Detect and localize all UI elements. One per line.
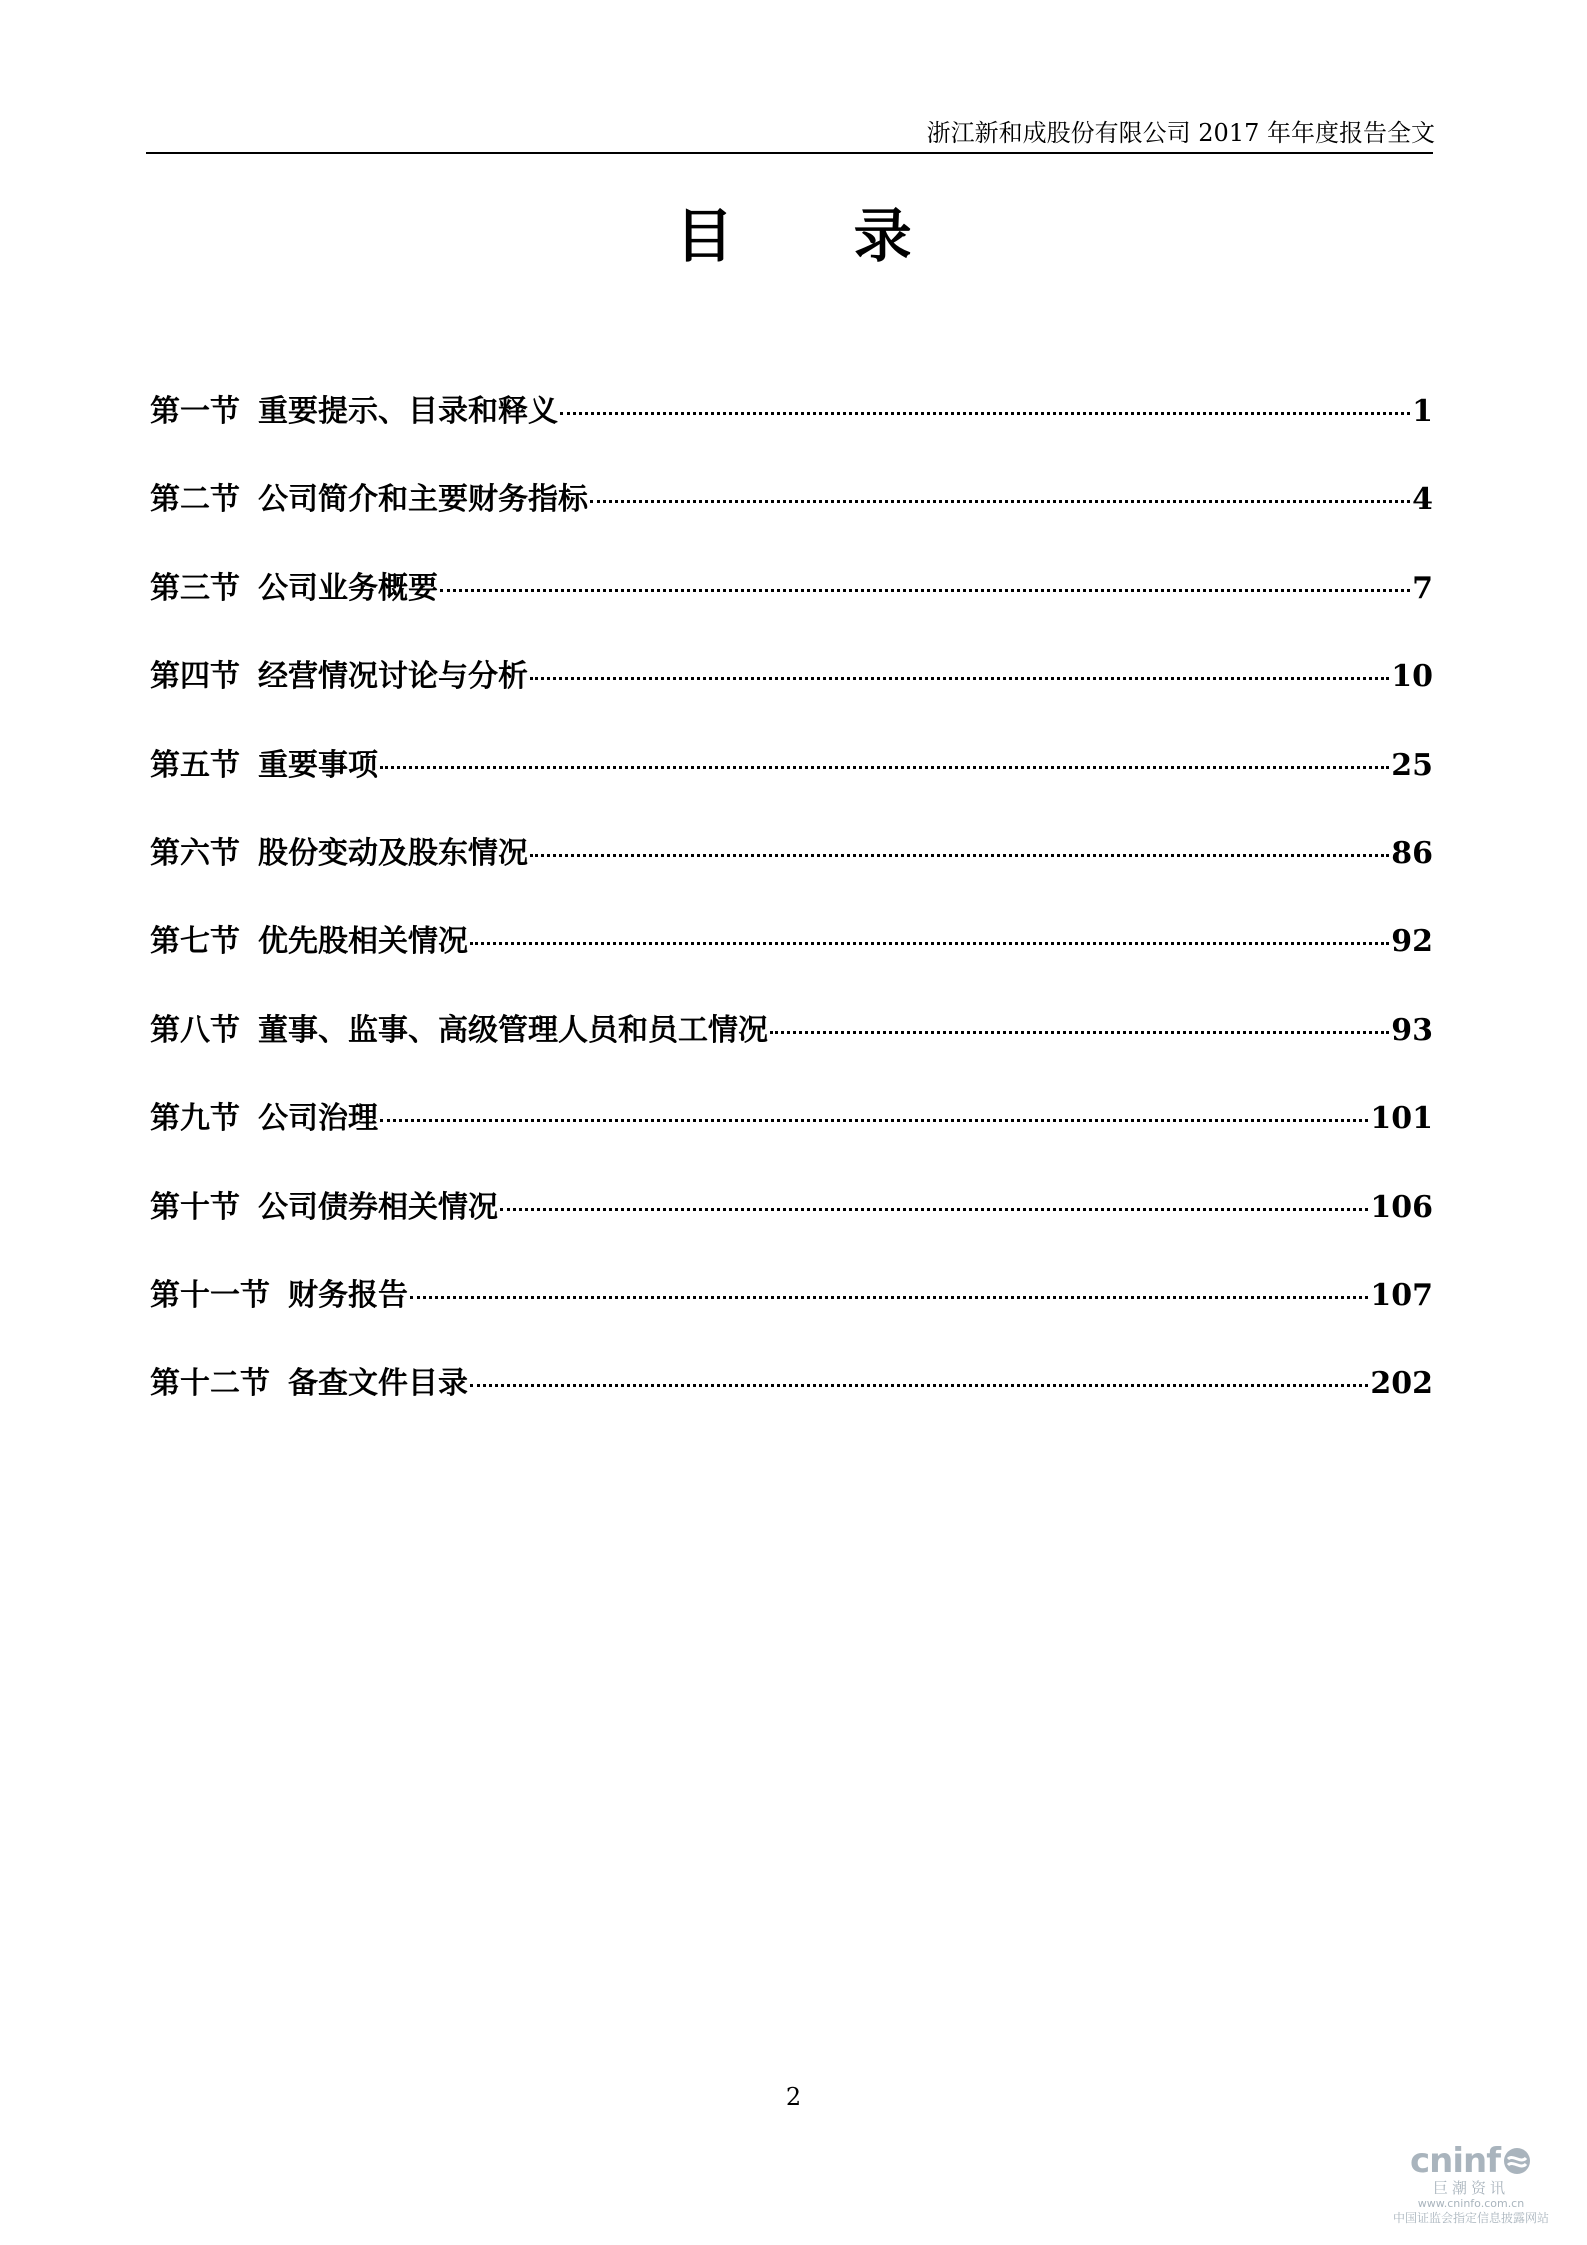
- toc-section-title: 股份变动及股东情况: [258, 835, 528, 871]
- toc-page-number: 106: [1370, 1189, 1433, 1225]
- toc-section-number: 第六节: [150, 835, 240, 871]
- toc-section-number: 第九节: [150, 1101, 240, 1137]
- toc-section-title: 经营情况讨论与分析: [258, 659, 528, 695]
- toc-section-number: 第七节: [150, 924, 240, 960]
- toc-page-number: 4: [1412, 482, 1433, 518]
- toc-section-title: 重要提示、目录和释义: [258, 394, 558, 429]
- toc-dot-leader: [560, 412, 1410, 415]
- table-of-contents: [150, 382, 1433, 1443]
- page-title: 目 录: [675, 202, 962, 270]
- toc-dot-leader: [770, 1031, 1389, 1034]
- toc-dot-leader: [590, 500, 1410, 503]
- toc-page-number: 10: [1391, 659, 1433, 695]
- toc-dot-leader: [530, 677, 1389, 680]
- toc-section-number: 第二节: [150, 482, 240, 518]
- page-number: 2: [785, 2083, 802, 2111]
- toc-section-title: 优先股相关情况: [258, 924, 468, 960]
- toc-section-number: 第十一节: [150, 1277, 270, 1313]
- toc-dot-leader: [380, 766, 1389, 769]
- toc-page-number: 93: [1391, 1012, 1433, 1048]
- toc-section-title: 财务报告: [288, 1277, 408, 1313]
- header-divider: [146, 152, 1433, 154]
- toc-entry-section-1[interactable]: [150, 382, 1433, 470]
- toc-entry-section-11[interactable]: [150, 1266, 1433, 1354]
- watermark-logo: [1391, 2143, 1551, 2179]
- toc-entry-section-9[interactable]: [150, 1089, 1433, 1177]
- toc-dot-leader: [380, 1119, 1368, 1122]
- toc-entry-section-3[interactable]: [150, 559, 1433, 647]
- toc-entry-section-2[interactable]: [150, 470, 1433, 558]
- toc-section-title: 公司治理: [258, 1101, 378, 1137]
- toc-section-number: 第三节: [150, 570, 240, 606]
- toc-section-title: 重要事项: [258, 747, 378, 783]
- toc-page-number: 101: [1370, 1101, 1433, 1137]
- toc-section-title: 备查文件目录: [288, 1366, 468, 1402]
- toc-dot-leader: [470, 942, 1389, 945]
- toc-entry-section-6[interactable]: [150, 824, 1433, 912]
- toc-section-number: 第五节: [150, 747, 240, 783]
- toc-entry-section-5[interactable]: [150, 736, 1433, 824]
- toc-section-number: 第八节: [150, 1012, 240, 1048]
- cninfo-watermark: [1391, 2143, 1551, 2225]
- toc-page-number: 202: [1370, 1366, 1433, 1402]
- toc-section-number: 第一节: [150, 394, 240, 429]
- watermark-logo-text: cninf: [1409, 2141, 1500, 2181]
- toc-section-title: 公司业务概要: [258, 570, 438, 606]
- toc-entry-section-10[interactable]: [150, 1178, 1433, 1266]
- watermark-footer: 中国证监会指定信息披露网站: [1392, 2211, 1549, 2225]
- cninfo-swirl-icon: [1502, 2146, 1532, 2176]
- toc-entry-section-7[interactable]: [150, 912, 1433, 1000]
- toc-dot-leader: [440, 589, 1410, 592]
- toc-dot-leader: [470, 1384, 1368, 1387]
- toc-section-title: 公司债券相关情况: [258, 1189, 498, 1225]
- toc-entry-section-4[interactable]: [150, 647, 1433, 735]
- toc-section-title: 董事、监事、高级管理人员和员工情况: [258, 1012, 768, 1048]
- toc-section-title: 公司简介和主要财务指标: [258, 482, 588, 518]
- toc-dot-leader: [530, 854, 1389, 857]
- toc-page-number: 92: [1391, 924, 1433, 960]
- toc-page-number: 7: [1412, 570, 1433, 606]
- report-header: 浙江新和成股份有限公司 2017 年年度报告全文: [926, 119, 1435, 147]
- toc-page-number: 107: [1370, 1277, 1433, 1313]
- toc-page-number: 1: [1412, 394, 1433, 429]
- watermark-url: www.cninfo.com.cn: [1417, 2197, 1525, 2210]
- toc-page-number: 86: [1391, 835, 1433, 871]
- toc-entry-section-8[interactable]: [150, 1001, 1433, 1089]
- toc-section-number: 第十二节: [150, 1366, 270, 1402]
- toc-section-number: 第四节: [150, 659, 240, 695]
- toc-dot-leader: [500, 1208, 1368, 1211]
- toc-page-number: 25: [1391, 747, 1433, 783]
- toc-section-number: 第十节: [150, 1189, 240, 1225]
- watermark-subtitle: 巨潮资讯: [1432, 2179, 1509, 2197]
- toc-dot-leader: [410, 1296, 1368, 1299]
- toc-entry-section-12[interactable]: [150, 1354, 1433, 1442]
